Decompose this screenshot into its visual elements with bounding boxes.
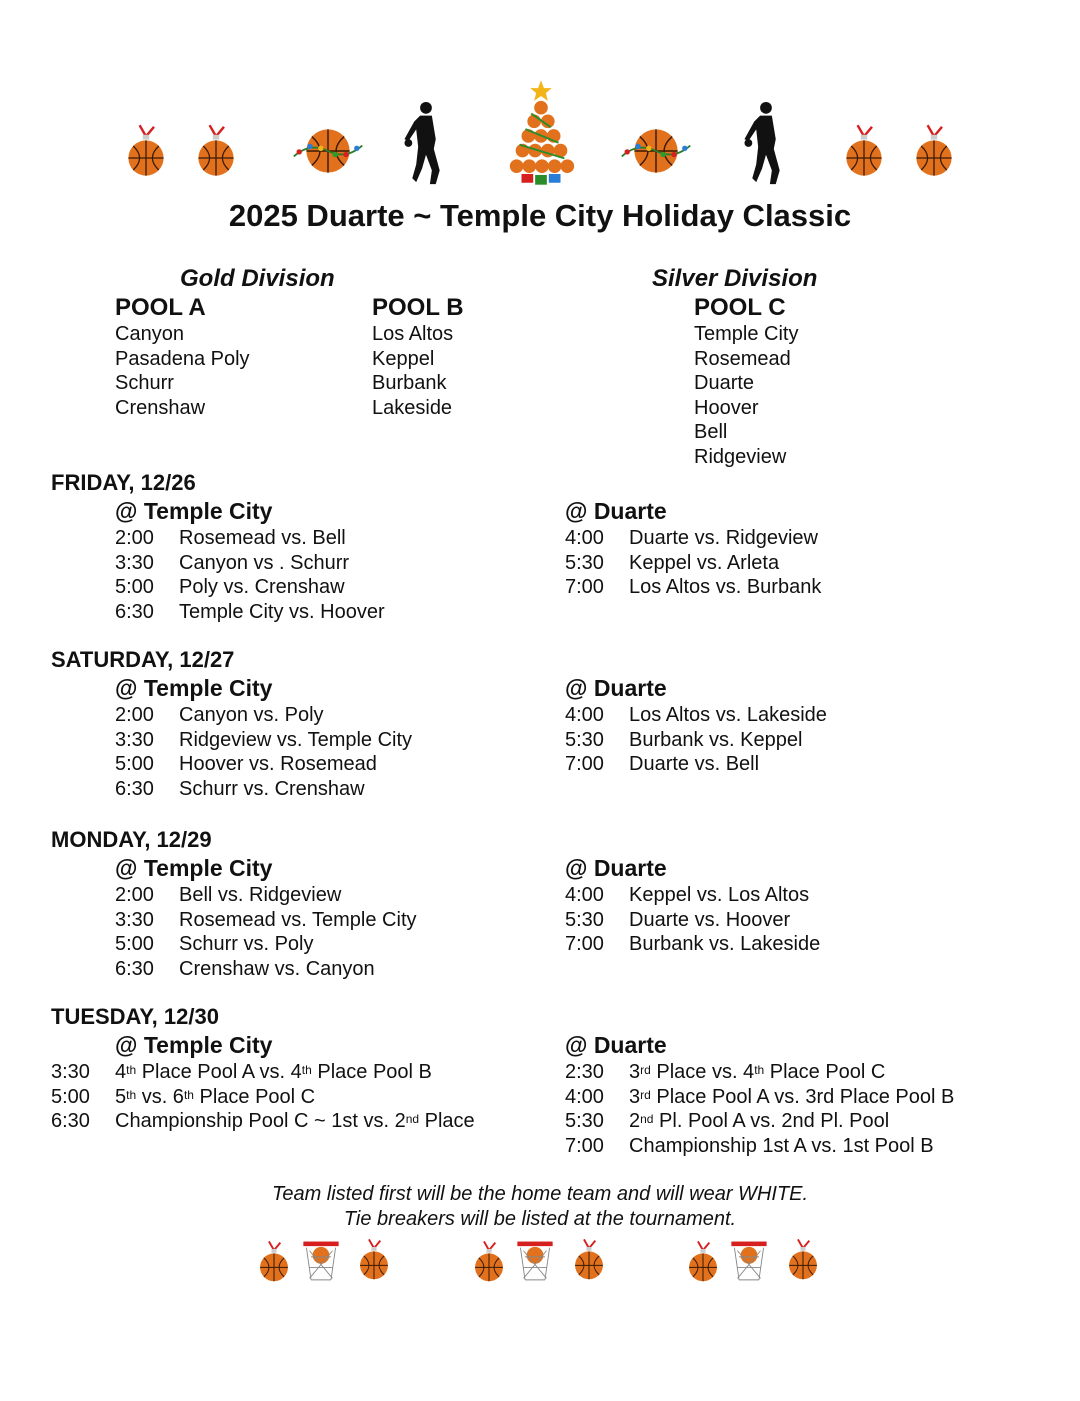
- team-name: Ridgeview: [694, 445, 787, 468]
- game-matchup: 3rd Place vs. 4th Place Pool C: [629, 1061, 886, 1083]
- team-name: Hoover: [694, 396, 759, 419]
- game-row: [51, 1060, 432, 1085]
- team-name: Pasadena Poly: [115, 347, 250, 370]
- game-row: [115, 883, 341, 908]
- game-matchup: 2nd Pl. Pool A vs. 2nd Pl. Pool: [629, 1110, 890, 1132]
- game-row: [115, 703, 324, 728]
- pool-heading: POOL C: [694, 294, 786, 321]
- game-time: 5:00: [115, 576, 154, 598]
- venue-heading-temple-city: @ Temple City: [115, 1032, 273, 1058]
- ball-tree-icon: [502, 80, 580, 188]
- gold-division-heading: Gold Division: [180, 265, 335, 292]
- silver-division-heading: Silver Division: [652, 265, 818, 292]
- ornament-ball-icon: [192, 120, 240, 180]
- team-name: Temple City: [694, 323, 799, 345]
- game-matchup: Ridgeview vs. Temple City: [179, 728, 413, 751]
- game-row: [115, 777, 365, 802]
- game-row: [565, 1109, 889, 1134]
- game-row: [115, 600, 385, 625]
- game-row: [565, 908, 790, 933]
- game-time: 6:30: [51, 1110, 90, 1132]
- footer-note-tie-breakers: Tie breakers will be listed at the tournament.: [343, 1208, 737, 1230]
- game-row: [115, 728, 412, 753]
- game-matchup: Rosemead vs. Bell: [179, 527, 346, 549]
- game-row: [51, 1085, 315, 1110]
- game-matchup: 3rd Place Pool A vs. 3rd Place Pool B: [629, 1085, 955, 1108]
- day-heading: TUESDAY, 12/30: [51, 1004, 219, 1029]
- game-matchup: Duarte vs. Hoover: [629, 908, 791, 931]
- game-time: 3:30: [115, 728, 154, 751]
- venue-heading-duarte: @ Duarte: [565, 675, 667, 701]
- ornament-ball-icon: [684, 1238, 722, 1284]
- ornament-ball-icon: [840, 120, 888, 180]
- footer-note-home-team: Team listed first will be the home team and will wear WHITE.: [271, 1183, 809, 1205]
- game-time: 3:30: [51, 1061, 90, 1083]
- lights-ball-icon: [620, 122, 692, 180]
- game-matchup: Temple City vs. Hoover: [179, 600, 385, 623]
- pool-a: [115, 294, 250, 420]
- ornament-ball-icon: [570, 1236, 608, 1282]
- game-row: [115, 932, 313, 957]
- game-matchup: 4th Place Pool A vs. 4th Place Pool B: [115, 1061, 432, 1083]
- team-name: Schurr: [115, 372, 174, 394]
- team-name: Crenshaw: [115, 396, 206, 419]
- game-row: [565, 883, 809, 908]
- game-time: 2:00: [115, 884, 154, 906]
- game-matchup: Burbank vs. Lakeside: [629, 933, 821, 955]
- game-matchup: Burbank vs. Keppel: [629, 728, 803, 751]
- game-row: [565, 1134, 934, 1159]
- game-matchup: Los Altos vs. Lakeside: [629, 704, 827, 726]
- pool-heading: POOL A: [115, 294, 206, 321]
- game-row: [565, 752, 759, 777]
- lights-ball-icon: [292, 122, 364, 180]
- game-matchup: Canyon vs . Schurr: [179, 551, 350, 574]
- game-matchup: Poly vs. Crenshaw: [179, 576, 345, 598]
- game-time: 4:00: [565, 704, 604, 726]
- team-name: Bell: [694, 421, 728, 443]
- game-time: 6:30: [115, 957, 154, 980]
- game-time: 5:00: [51, 1085, 90, 1108]
- game-row: [565, 932, 820, 957]
- game-row: [565, 551, 779, 576]
- game-row: [115, 908, 417, 933]
- game-time: 5:30: [565, 551, 604, 574]
- game-matchup: Los Altos vs. Burbank: [629, 576, 822, 598]
- game-time: 7:00: [565, 753, 604, 775]
- game-matchup: Keppel vs. Los Altos: [629, 884, 810, 906]
- game-time: 2:00: [115, 704, 154, 726]
- ornament-ball-icon: [470, 1238, 508, 1284]
- ornament-ball-icon: [910, 120, 958, 180]
- game-matchup: Hoover vs. Rosemead: [179, 753, 377, 775]
- game-time: 5:30: [565, 728, 604, 751]
- pool-b: [372, 294, 464, 420]
- game-matchup: 5th vs. 6th Place Pool C: [115, 1085, 316, 1108]
- player-silhouette-icon: [740, 100, 790, 188]
- game-time: 5:30: [565, 1110, 604, 1132]
- game-row: [565, 1085, 954, 1110]
- venue-heading-temple-city: @ Temple City: [115, 498, 273, 524]
- game-time: 2:30: [565, 1061, 604, 1083]
- team-name: Burbank: [372, 372, 447, 394]
- game-matchup: Schurr vs. Poly: [179, 933, 314, 955]
- game-time: 4:00: [565, 1085, 604, 1108]
- ornament-ball-icon: [784, 1236, 822, 1282]
- day-heading: SATURDAY, 12/27: [51, 647, 235, 672]
- venue-heading-duarte: @ Duarte: [565, 855, 667, 881]
- game-matchup: Championship 1st A vs. 1st Pool B: [629, 1134, 934, 1157]
- game-time: 5:00: [115, 753, 154, 775]
- game-matchup: Bell vs. Ridgeview: [179, 884, 342, 906]
- game-time: 4:00: [565, 884, 604, 906]
- ornament-ball-icon: [255, 1238, 293, 1284]
- hoop-icon: [728, 1240, 770, 1286]
- game-time: 6:30: [115, 600, 154, 623]
- game-row: [115, 526, 346, 551]
- game-row: [51, 1109, 475, 1134]
- game-matchup: Crenshaw vs. Canyon: [179, 957, 375, 980]
- day-heading: MONDAY, 12/29: [51, 827, 212, 852]
- game-row: [115, 575, 345, 600]
- game-row: [565, 575, 821, 600]
- game-time: 5:00: [115, 933, 154, 955]
- ornament-ball-icon: [355, 1236, 393, 1282]
- team-name: Lakeside: [372, 396, 453, 419]
- game-time: 7:00: [565, 933, 604, 955]
- game-time: 5:30: [565, 908, 604, 931]
- venue-heading-duarte: @ Duarte: [565, 498, 667, 524]
- game-row: [115, 957, 375, 982]
- game-matchup: Championship Pool C ~ 1st vs. 2nd Place: [115, 1110, 475, 1132]
- game-matchup: Rosemead vs. Temple City: [179, 908, 417, 931]
- game-time: 2:00: [115, 527, 154, 549]
- team-name: Rosemead: [694, 347, 791, 370]
- game-row: [115, 752, 377, 777]
- page-title: 2025 Duarte ~ Temple City Holiday Classic: [228, 198, 852, 233]
- game-row: [115, 551, 349, 576]
- game-time: 4:00: [565, 527, 604, 549]
- hoop-icon: [300, 1240, 342, 1286]
- team-name: Duarte: [694, 372, 755, 394]
- venue-heading-temple-city: @ Temple City: [115, 675, 273, 701]
- game-row: [565, 728, 802, 753]
- game-time: 7:00: [565, 1134, 604, 1157]
- hoop-icon: [514, 1240, 556, 1286]
- game-matchup: Keppel vs. Arleta: [629, 551, 780, 574]
- pool-c: [694, 294, 798, 469]
- game-time: 3:30: [115, 908, 154, 931]
- venue-heading-temple-city: @ Temple City: [115, 855, 273, 881]
- game-matchup: Duarte vs. Bell: [629, 753, 760, 775]
- ornament-ball-icon: [122, 120, 170, 180]
- day-heading: FRIDAY, 12/26: [51, 470, 196, 495]
- game-row: [565, 703, 827, 728]
- game-row: [565, 526, 818, 551]
- game-time: 3:30: [115, 551, 154, 574]
- pool-heading: POOL B: [372, 294, 464, 321]
- game-row: [565, 1060, 885, 1085]
- game-time: 7:00: [565, 576, 604, 598]
- player-silhouette-icon: [400, 100, 450, 188]
- team-name: Keppel: [372, 347, 435, 370]
- game-matchup: Schurr vs. Crenshaw: [179, 777, 365, 800]
- team-name: Los Altos: [372, 323, 454, 345]
- game-time: 6:30: [115, 777, 154, 800]
- team-name: Canyon: [115, 323, 184, 345]
- venue-heading-duarte: @ Duarte: [565, 1032, 667, 1058]
- game-matchup: Duarte vs. Ridgeview: [629, 527, 818, 549]
- game-matchup: Canyon vs. Poly: [179, 704, 324, 726]
